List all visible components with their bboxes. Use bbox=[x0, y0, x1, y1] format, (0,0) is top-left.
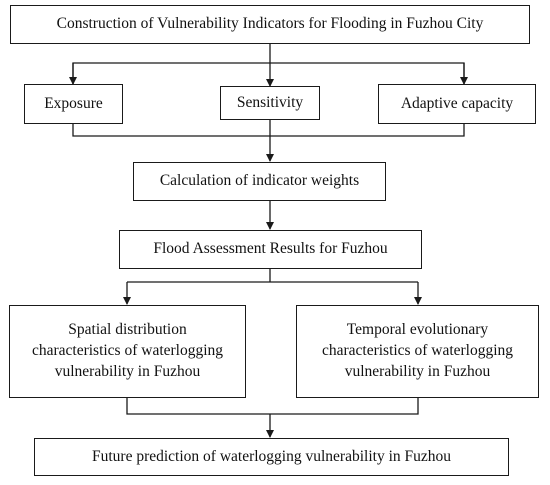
label-adaptive-capacity: Adaptive capacity bbox=[400, 94, 514, 112]
label-spatial-distribution: Spatial distribution characteristics of waterlogging vulnerability in Fuzhou bbox=[31, 321, 224, 380]
label-sensitivity: Sensitivity bbox=[236, 93, 304, 111]
box-adaptive-capacity bbox=[378, 84, 536, 124]
box-indicator-construction bbox=[10, 5, 530, 44]
label-indicator-construction: Construction of Vulnerability Indicators for Flooding in Fuzhou City bbox=[56, 15, 484, 33]
connector-top-branch bbox=[73, 63, 464, 84]
label-assessment-results: Flood Assessment Results for Fuzhou bbox=[153, 240, 388, 258]
connector-merge bbox=[73, 123, 464, 136]
box-temporal-evolution bbox=[296, 305, 539, 398]
label-indicator-weights: Calculation of indicator weights bbox=[159, 172, 360, 190]
label-future-prediction: Future prediction of waterlogging vulnerability in Fuzhou bbox=[91, 447, 451, 465]
box-exposure bbox=[24, 84, 123, 124]
box-assessment-results bbox=[119, 230, 422, 269]
box-spatial-distribution bbox=[9, 305, 246, 398]
box-indicator-weights bbox=[133, 162, 386, 201]
label-exposure: Exposure bbox=[44, 94, 103, 112]
label-temporal-evolution: Temporal evolutionary characteristics of waterlogging vulnerability in Fuzhou bbox=[321, 321, 514, 380]
box-future-prediction bbox=[34, 438, 509, 476]
box-sensitivity bbox=[220, 86, 320, 120]
connector-bottom-merge bbox=[127, 397, 418, 414]
